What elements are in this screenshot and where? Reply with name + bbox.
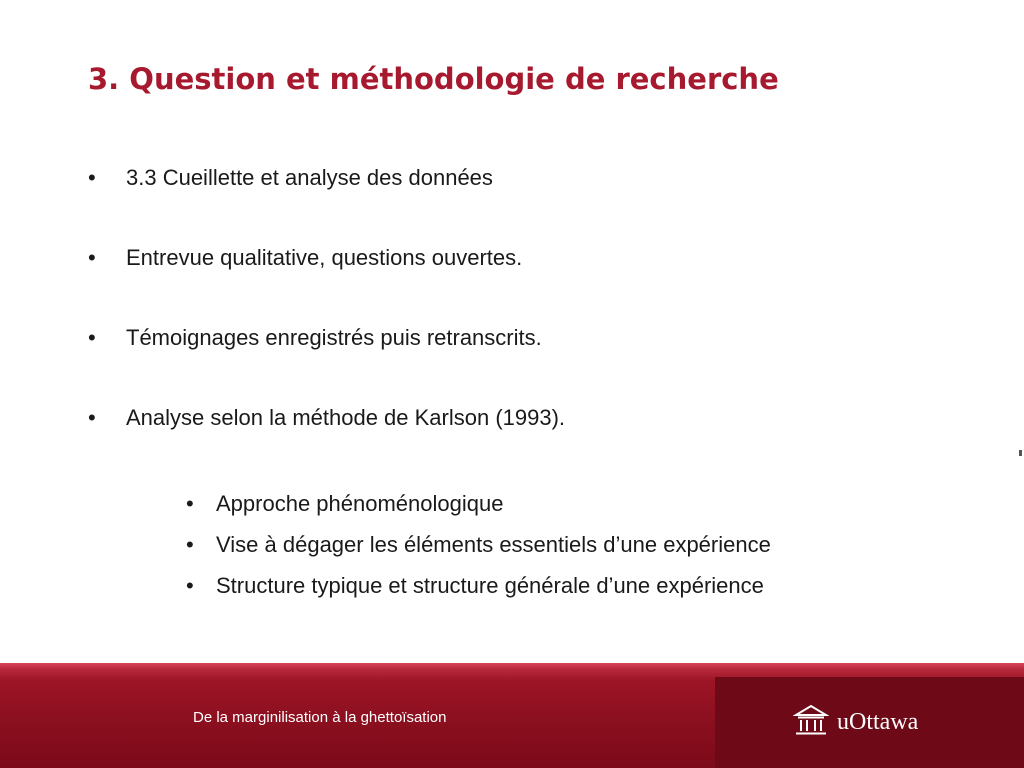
subbullet-item [186,486,771,522]
bullet-marker: • [88,165,96,190]
bullet-text: Entrevue qualitative, questions ouvertes. [126,245,523,270]
bullet-list [88,160,565,480]
subbullet-text: Structure typique et structure générale d’une expérience [216,573,764,598]
slide-title: 3. Question et méthodologie de recherche [88,62,779,96]
bullet-marker: • [88,245,96,270]
logo-text: uOttawa [837,709,919,735]
footer-band [0,663,1024,768]
bullet-item [88,320,565,356]
bullet-text: 3.3 Cueillette et analyse des données [126,165,493,190]
uottawa-logo[interactable] [793,702,918,743]
subbullet-item [186,568,771,604]
subbullet-text: Approche phénoménologique [216,491,504,516]
subbullet-text: Vise à dégager les éléments essentiels d’une expérience [216,532,771,557]
bullet-text: Témoignages enregistrés puis retranscrits. [126,325,542,350]
bullet-text: Analyse selon la méthode de Karlson (1993). [126,405,566,430]
footer-text: De la marginilisation à la ghettoïsation [193,709,447,726]
bullet-item [88,400,565,436]
edge-mark [1019,450,1022,456]
building-icon [793,702,829,743]
bullet-marker: • [88,325,96,350]
bullet-item [88,160,565,196]
bullet-item [88,240,565,276]
subbullet-marker: • [186,491,194,516]
subbullet-list [186,486,771,609]
bullet-marker: • [88,405,96,430]
subbullet-marker: • [186,532,194,557]
subbullet-item [186,527,771,563]
subbullet-marker: • [186,573,194,598]
